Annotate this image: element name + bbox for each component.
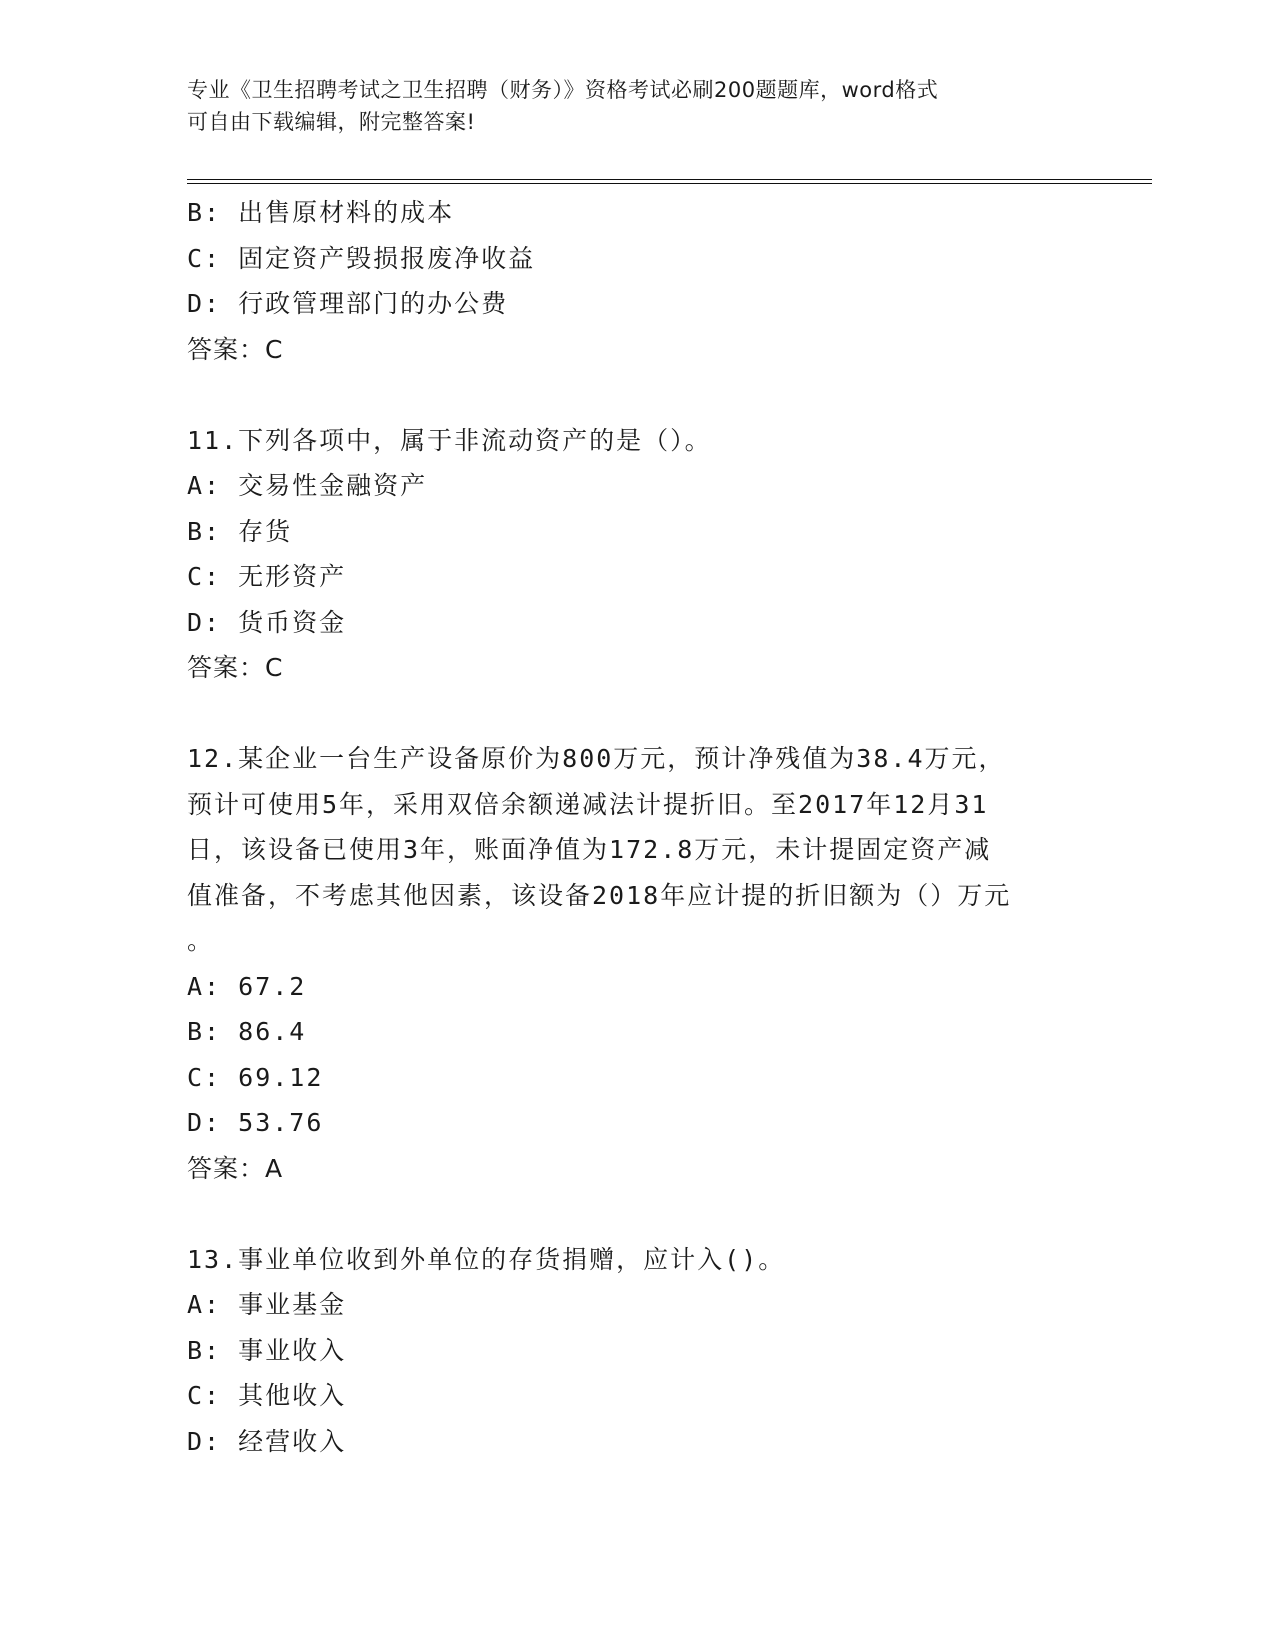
- header-divider-top: [187, 179, 1152, 180]
- paragraph-gap: [187, 372, 1087, 418]
- answer-line: 答案：C: [187, 653, 284, 682]
- header-line-1: 专业《卫生招聘考试之卫生招聘（财务）》资格考试必刷200题题库，word格式: [187, 78, 939, 102]
- text-line: 12.某企业一台生产设备原价为800万元，预计净残值为38.4万元，: [187, 744, 1006, 773]
- text-line: B: 出售原材料的成本: [187, 198, 455, 227]
- text-line: 。: [187, 926, 215, 955]
- text-line: C: 69.12: [187, 1062, 324, 1092]
- text-line: C: 其他收入: [187, 1381, 347, 1410]
- text-line: 11.下列各项中，属于非流动资产的是（）。: [187, 425, 712, 455]
- text-line: B: 存货: [187, 516, 293, 546]
- question-content: [187, 190, 1087, 1464]
- paragraph-gap: [187, 1191, 1087, 1237]
- paragraph-gap: [187, 691, 1087, 737]
- answer-line: 答案：A: [187, 1153, 284, 1183]
- text-line: D: 货币资金: [187, 607, 347, 637]
- text-line: B: 事业收入: [187, 1335, 347, 1365]
- text-line: C: 固定资产毁损报废净收益: [187, 243, 536, 273]
- text-line: 值准备，不考虑其他因素，该设备2018年应计提的折旧额为（）万元: [187, 880, 1012, 910]
- text-line: B: 86.4: [187, 1017, 307, 1046]
- text-line: 日，该设备已使用3年，账面净值为172.8万元，未计提固定资产减: [187, 835, 992, 864]
- header-divider-bottom: [187, 183, 1152, 184]
- answer-line: 答案：C: [187, 334, 284, 364]
- text-line: D: 经营收入: [187, 1426, 347, 1456]
- header-line-2: 可自由下载编辑，附完整答案!: [187, 110, 476, 134]
- text-line: 13.事业单位收到外单位的存货捐赠，应计入()。: [187, 1244, 786, 1274]
- text-line: D: 行政管理部门的办公费: [187, 289, 509, 318]
- text-line: 预计可使用5年，采用双倍余额递减法计提折旧。至2017年12月31: [187, 789, 989, 819]
- text-line: A: 交易性金融资产: [187, 471, 428, 500]
- text-line: C: 无形资产: [187, 562, 347, 591]
- text-line: A: 67.2: [187, 971, 307, 1001]
- document-header: [187, 74, 1067, 138]
- text-line: D: 53.76: [187, 1108, 324, 1137]
- text-line: A: 事业基金: [187, 1290, 347, 1319]
